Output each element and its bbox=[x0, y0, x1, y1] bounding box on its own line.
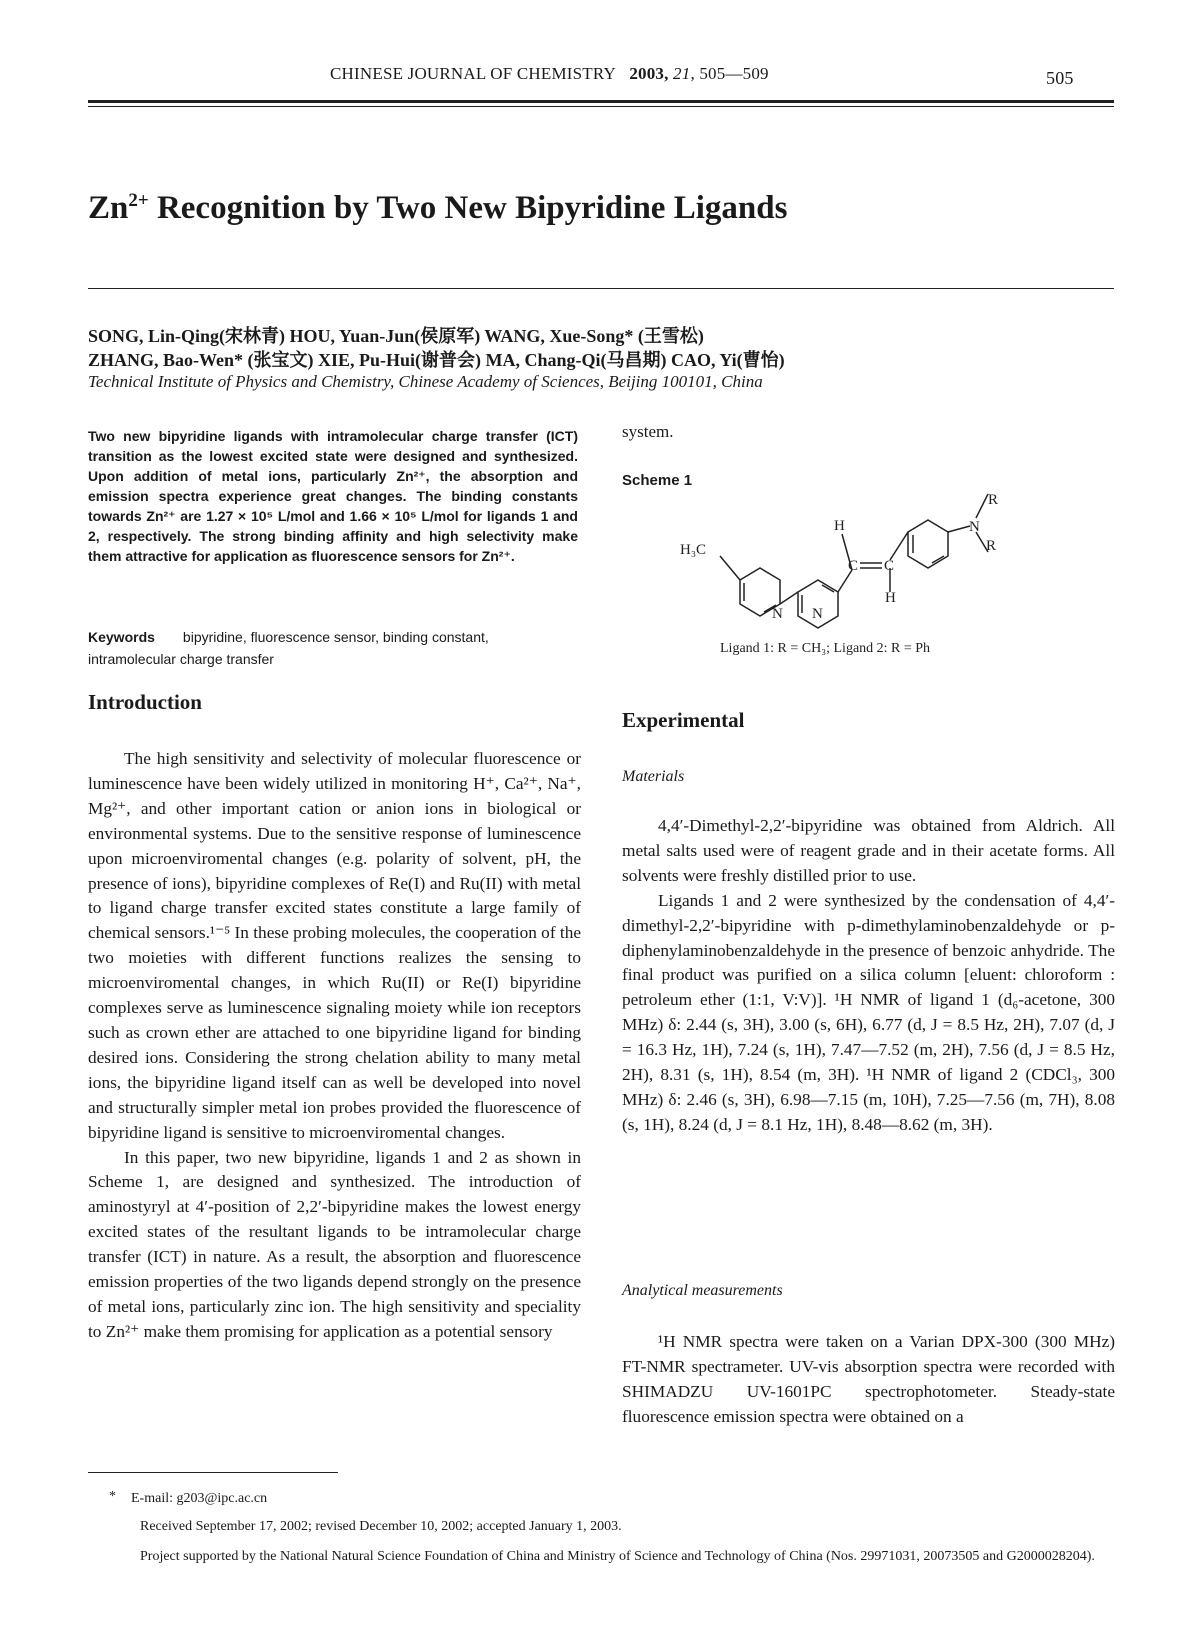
scheme-atom-h-top: H bbox=[834, 518, 845, 534]
journal-volume: 21 bbox=[673, 64, 691, 83]
introduction-body bbox=[88, 747, 581, 1345]
introduction-heading: Introduction bbox=[88, 690, 202, 714]
journal-name: CHINESE JOURNAL OF CHEMISTRY bbox=[330, 64, 616, 83]
analytical-body bbox=[622, 1330, 1115, 1430]
scheme-label: Scheme 1 bbox=[622, 472, 693, 489]
scheme-1-structure bbox=[680, 490, 1060, 680]
header-rule-thin bbox=[88, 106, 1114, 107]
title-text: Recognition by Two New Bipyridine Ligands bbox=[148, 190, 788, 226]
footnote-received: Received September 17, 2002; revised December 10, 2002; accepted January 1, 2003. bbox=[140, 1519, 622, 1534]
intro-continued: system. bbox=[622, 422, 674, 441]
paper-title bbox=[88, 190, 787, 227]
title-ion: Zn bbox=[88, 190, 129, 226]
journal-pages: 505—509 bbox=[699, 64, 769, 83]
header-rule bbox=[88, 100, 1114, 103]
analytical-heading: Analytical measurements bbox=[622, 1282, 783, 1299]
keywords-label: Keywords bbox=[88, 629, 155, 645]
journal-citation: CHINESE JOURNAL OF CHEMISTRY 2003, 21, 505—509 bbox=[330, 64, 769, 83]
scheme-atom-c-left: C bbox=[848, 558, 859, 574]
materials-heading: Materials bbox=[622, 768, 685, 785]
scheme-atom-r-top: R bbox=[988, 492, 999, 508]
authors-line-1: SONG, Lin-Qing(宋林青) HOU, Yuan-Jun(侯原军) WANG, Xue-Song* (王雪松) bbox=[88, 326, 704, 346]
footnote-email: E-mail: g203@ipc.ac.cn bbox=[131, 1491, 268, 1506]
scheme-atom-h-bottom: H bbox=[885, 590, 896, 606]
footnote-star: * bbox=[109, 1489, 116, 1504]
intro-paragraph-1: The high sensitivity and selectivity of molecular fluorescence or luminescence have been widely utilized in monitoring H⁺, Ca²⁺, Na⁺, Mg²⁺, and other important cation or anion ions in biological or environmental systems. Due to the sensitive response of luminescence upon microenviromental changes (e.g. polarity of solvent, pH, the presence of ions), bipyridine complexes of Re(I) and Ru(II) with metal to ligand charge transfer excited states constitute a large family of chemical sensors.¹⁻⁵ In these probing molecules, the cooperation of the two moieties with different functions realizes the sensing to microenviromental changes, in which Ru(II) or Re(I) bipyridine complexes serve as luminescence signaling moiety while ion receptors such as crown ether are attached to one bipyridine ligand for binding desired ions. Considering the strong chelation ability to many metal ions, the bipyridine ligand itself can as well be developed into novel and structurally simpler metal ion probes provided the fluorescence of bipyridine ligand is sensitive to microenviromental changes. bbox=[88, 749, 582, 1142]
page-number: 505 bbox=[1046, 68, 1074, 88]
keywords bbox=[88, 626, 578, 670]
scheme-caption: Ligand 1: R = CH₃; Ligand 2: R = Ph bbox=[720, 641, 931, 656]
scheme-methyl-label: H₃C bbox=[680, 542, 707, 558]
scheme-atom-n-right: N bbox=[812, 606, 823, 622]
footnote-rule bbox=[88, 1472, 338, 1473]
abstract: Two new bipyridine ligands with intramolecular charge transfer (ICT) transition as the lowest excited state were designed and synthesized. Upon addition of metal ions, particularly Zn²⁺, the absorption and emission spectra experience great changes. The binding constants towards Zn²⁺ are 1.27 × 10⁵ L/mol and 1.66 × 10⁵ L/mol for ligands 1 and 2, respectively. The strong binding affinity and high selectivity make them attractive for application as fluorescence sensors for Zn²⁺. bbox=[88, 428, 578, 564]
analytical-paragraph: ¹H NMR spectra were taken on a Varian DPX-300 (300 MHz) FT-NMR spectrameter. UV-vis absorption spectra were recorded with SHIMADZU UV-1601PC spectrophotometer. Steady-state fluorescence emission spectra were obtained on a bbox=[622, 1332, 1115, 1426]
footnote-project: Project supported by the National Natural Science Foundation of China and Ministry of Science and Technology of China (Nos. 29971031, 20073505 and G2000028204). bbox=[140, 1549, 1095, 1564]
experimental-body bbox=[622, 814, 1115, 1138]
scheme-atom-n-amine: N bbox=[969, 519, 980, 535]
scheme-atom-c-right: C bbox=[884, 558, 895, 574]
scheme-atom-n-left: N bbox=[772, 606, 783, 622]
intro-paragraph-2: In this paper, two new bipyridine, ligands 1 and 2 as shown in Scheme 1, are designed and synthesized. The introduction of aminostyryl at 4′-position of 2,2′-bipyridine makes the lowest energy excited states of the resultant ligands to be intramolecular charge transfer (ICT) in nature. As a result, the absorption and fluorescence emission properties of the two ligands depend strongly on the presence of metal ions, particularly zinc ion. The high sensitivity and speciality to Zn²⁺ make them promising for application as a potential sensory bbox=[88, 1147, 581, 1341]
keywords-text: bipyridine, fluorescence sensor, binding constant, intramolecular charge transfer bbox=[88, 629, 489, 667]
affiliation: Technical Institute of Physics and Chemistry, Chinese Academy of Sciences, Beijing 100101, China bbox=[88, 372, 763, 391]
scheme-atom-r-bottom: R bbox=[986, 538, 997, 554]
title-rule bbox=[88, 288, 1114, 289]
experimental-paragraph-1: 4,4′-Dimethyl-2,2′-bipyridine was obtained from Aldrich. All metal salts used were of reagent grade and in their acetate forms. All solvents were freshly distilled prior to use. bbox=[622, 816, 1115, 885]
authors-line-2: ZHANG, Bao-Wen* (张宝文) XIE, Pu-Hui(谢普会) MA, Chang-Qi(马昌期) CAO, Yi(曹怡) bbox=[88, 350, 785, 370]
title-charge: 2+ bbox=[128, 190, 149, 211]
experimental-heading: Experimental bbox=[622, 708, 745, 732]
journal-year: 2003 bbox=[629, 64, 665, 83]
experimental-paragraph-2: Ligands 1 and 2 were synthesized by the condensation of 4,4′-dimethyl-2,2′-bipyridine with p-dimethylaminobenzaldehyde or p-diphenylaminobenzaldehyde in the presence of benzoic anhydride. The final product was purified on a silica column [eluent: chloroform : petroleum ether (1:1, V:V)]. ¹H NMR of ligand 1 (d₆-acetone, 300 MHz) δ: 2.44 (s, 3H), 3.00 (s, 6H), 6.77 (d, J = 8.5 Hz, 2H), 7.07 (d, J = 16.3 Hz, 1H), 7.24 (s, 1H), 7.47—7.52 (m, 2H), 7.56 (d, J = 8.5 Hz, 2H), 8.31 (s, 1H), 8.54 (m, 3H). ¹H NMR of ligand 2 (CDCl₃, 300 MHz) δ: 2.46 (s, 3H), 6.98—7.15 (m, 10H), 7.25—7.56 (m, 7H), 8.08 (s, 1H), 8.24 (d, J = 8.1 Hz, 1H), 8.48—8.62 (m, 3H). bbox=[622, 890, 1115, 1134]
